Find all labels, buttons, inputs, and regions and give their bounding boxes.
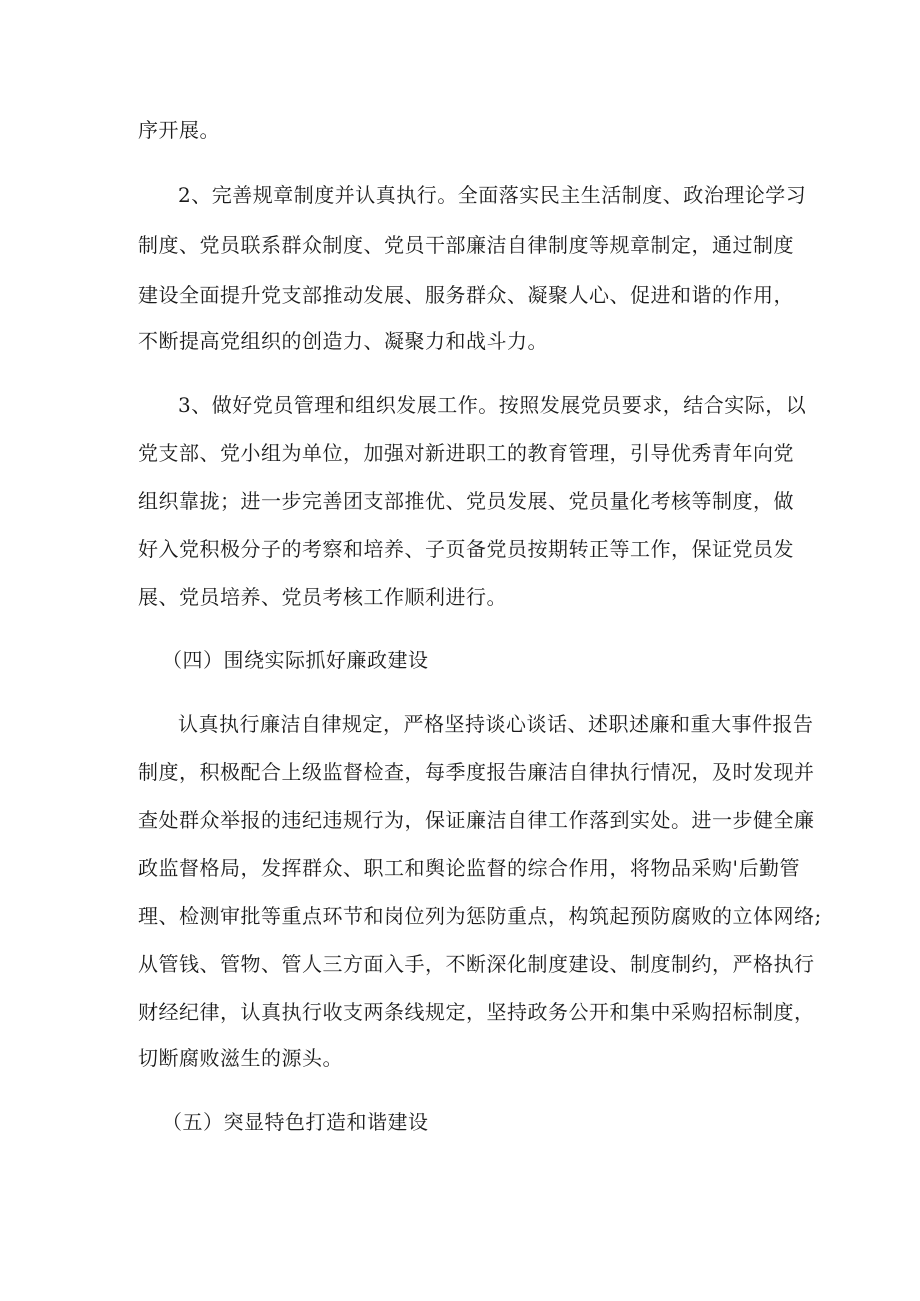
paragraph-line: 财经纪律，认真执行收支两条线规定，坚持政务公开和集中采购招标制度， xyxy=(138,1000,815,1024)
paragraph-line: 建设全面提升党支部推动发展、服务群众、凝聚人心、促进和谐的作用， xyxy=(138,283,794,307)
paragraph-line: 党支部、党小组为单位，加强对新进职工的教育管理，引导优秀青年向党 xyxy=(138,441,794,465)
paragraph-line: 3、做好党员管理和组织发展工作。按照发展党员要求，结合实际，以 xyxy=(178,393,807,417)
paragraph-line: 2、完善规章制度并认真执行。全面落实民主生活制度、政治理论学习 xyxy=(178,183,807,207)
paragraph-line: 查处群众举报的违纪违规行为，保证廉洁自律工作落到实处。进一步健全廉 xyxy=(138,808,815,832)
paragraph-line: 切断腐败滋生的源头。 xyxy=(138,1046,343,1070)
section-4-heading: （四）围绕实际抓好廉政建设 xyxy=(162,648,429,672)
paragraph-line: 制度，积极配合上级监督检查，每季度报告廉洁自律执行情况，及时发现并 xyxy=(138,760,815,784)
continuation-line: 序开展。 xyxy=(138,118,220,142)
paragraph-line: 从管钱、管物、管人三方面入手，不断深化制度建设、制度制约，严格执行 xyxy=(138,952,815,976)
paragraph-line: 政监督格局，发挥群众、职工和舆论监督的综合作用，将物品采购'后勤管 xyxy=(138,856,800,880)
paragraph-line: 不断提高党组织的创造力、凝聚力和战斗力。 xyxy=(138,329,548,353)
paragraph-line: 好入党积极分子的考察和培养、子页备党员按期转正等工作，保证党员发 xyxy=(138,537,794,561)
paragraph-line: 认真执行廉洁自律规定，严格坚持谈心谈话、述职述廉和重大事件报告 xyxy=(178,712,814,736)
paragraph-line: 展、党员培养、党员考核工作顺利进行。 xyxy=(138,585,507,609)
section-5-heading: （五）突显特色打造和谐建设 xyxy=(162,1110,429,1134)
paragraph-line: 组织靠拢；进一步完善团支部推优、党员发展、党员量化考核等制度，做 xyxy=(138,489,794,513)
paragraph-line: 理、检测审批等重点环节和岗位列为惩防重点，构筑起预防腐败的立体网络; xyxy=(138,904,822,928)
paragraph-line: 制度、党员联系群众制度、党员干部廉洁自律制度等规章制定，通过制度 xyxy=(138,233,794,257)
